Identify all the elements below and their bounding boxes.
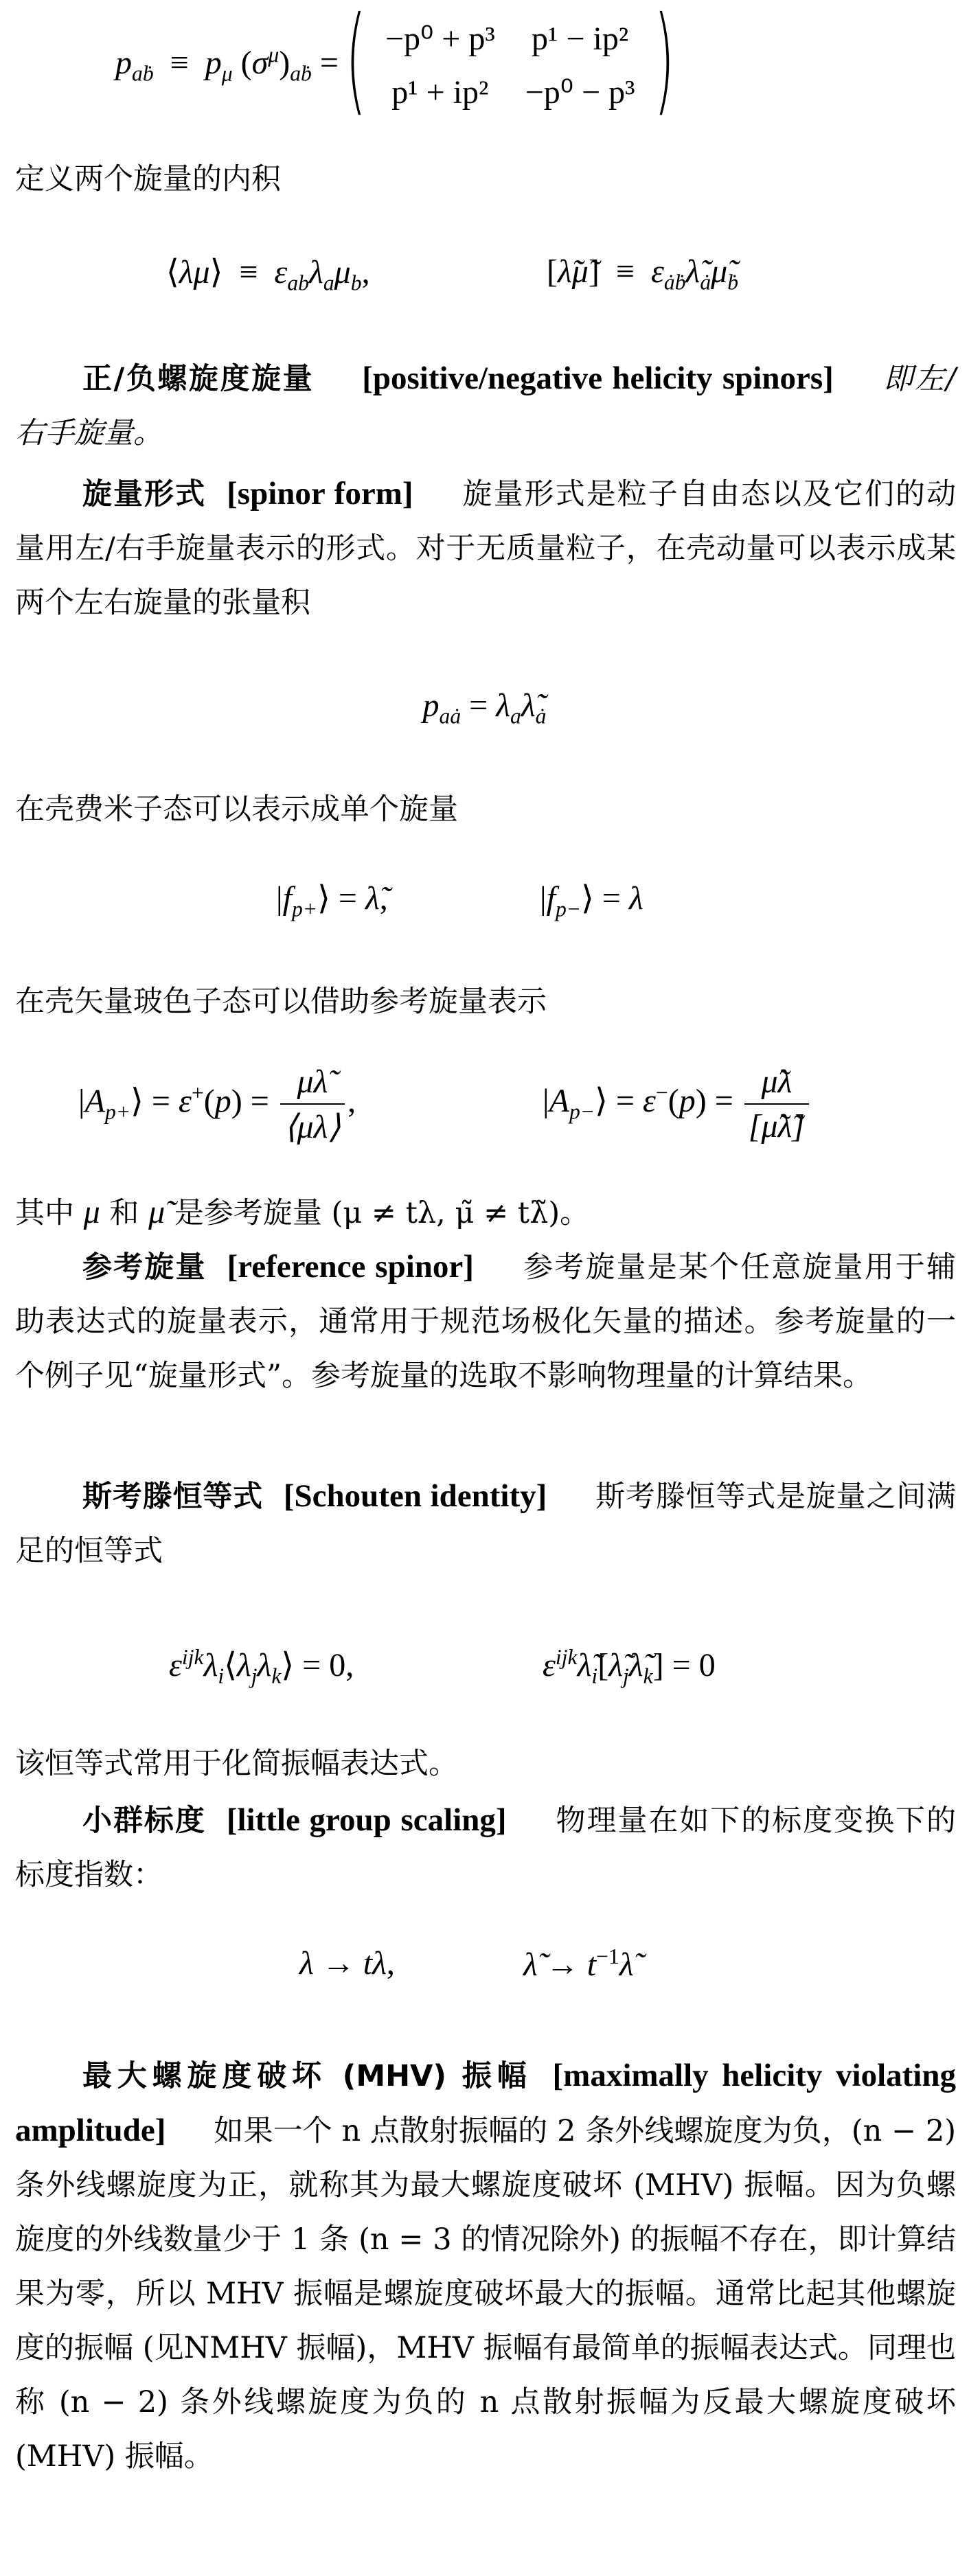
fraction-denominator: [μ̃λ̃]	[748, 1108, 806, 1145]
term-schouten-identity: 斯考滕恒等式	[82, 1480, 263, 1514]
term-reference-spinor-en: [reference spinor]	[227, 1249, 474, 1285]
equation-inner-product-angle: ⟨λμ⟩ ≡ $\varepsilon_{ab}\lambda_a\mu_b$,	[166, 254, 370, 295]
paragraph-schouten-identity	[15, 1469, 956, 1578]
term-mhv-amplitude: 最大螺旋度破坏 (MHV) 振幅	[82, 2059, 532, 2093]
helicity-spinors-body: 即左/右手旋量。	[15, 362, 956, 450]
little-group-scaling-body: 物理量在如下的标度变换下的标度指数：	[15, 1804, 957, 1892]
boson-intro-text: 在壳矢量玻色子态可以借助参考旋量表示	[15, 985, 547, 1019]
term-helicity-spinors-en: [positive/negative helicity spinors]	[362, 360, 834, 396]
equation-fermion-plus: $|f_{p+}⟩$ = λ̃,	[276, 880, 388, 921]
term-little-group-scaling-en: [little group scaling]	[226, 1802, 507, 1838]
reference-note-mu: μ	[83, 1194, 100, 1230]
equation-momentum-matrix: $p_{aḃ} \equiv p_\mu$ $(\sigma^\mu)_{aḃ}$ = ( −p⁰ + p³ p¹ − ip² p¹ + ip² −p⁰ − p³ )	[115, 0, 675, 128]
term-little-group-scaling: 小群标度	[82, 1804, 206, 1838]
paragraph-reference-note	[15, 1185, 956, 1241]
term-spinor-form-en: [spinor form]	[227, 476, 413, 511]
paragraph-fermion-intro	[15, 783, 956, 837]
matrix-cell: −p⁰ + p³	[385, 21, 495, 57]
fraction-boson-minus	[744, 1063, 809, 1145]
fraction-boson-plus	[280, 1063, 345, 1146]
term-mhv-amplitude-en: [maximally helicity violating amplitude]	[15, 2058, 956, 2148]
paragraph-reference-spinor	[15, 1240, 956, 1403]
reference-note-part: 其中	[15, 1196, 84, 1230]
paragraph-mhv-amplitude	[15, 2049, 956, 2484]
pauli-matrix: ( −p⁰ + p³ p¹ − ip² p¹ + ip² −p⁰ − p³ )	[345, 0, 675, 128]
schouten-usage-text: 该恒等式常用于化简振幅表达式。	[15, 1747, 458, 1781]
fraction-numerator: μλ̃	[280, 1063, 345, 1105]
paragraph-spinor-form	[15, 467, 956, 630]
fraction-numerator: μ̃λ	[744, 1063, 809, 1105]
equation-scaling-right: λ̃ → $t^{-1}\lambdã$	[523, 1944, 634, 1983]
fraction-denominator: ⟨μλ⟩	[284, 1109, 341, 1145]
inner-product-intro-text: 定义两个旋量的内积	[15, 162, 281, 196]
reference-note-mutilde: μ̃	[148, 1194, 166, 1230]
paragraph-schouten-usage	[15, 1737, 956, 1791]
paragraph-boson-intro	[15, 975, 956, 1029]
equation-boson-minus: $|A_{p-}⟩ = \varepsilon^-(p)$ = $\frac{\mũ\lambda}{[\mũ\lambdã]}$	[543, 1063, 812, 1145]
equation-spinor-form: $p_{aȧ}$ = $\lambda_a\lambdã_ȧ$	[422, 687, 547, 728]
equation-fermion-minus: $|f_{p-}⟩ = \lambda$	[540, 880, 643, 921]
spinor-form-body: 旋量形式是粒子自由态以及它们的动量用左/右手旋量表示的形式。对于无质量粒子，在壳动量可以表示成某两个左右旋量的张量积	[15, 477, 957, 620]
equation-inner-product-square: [λ̃μ̃] ≡ $\varepsilon_{ȧḃ}\lambdã_ȧ\mũ_ḃ$	[547, 253, 739, 295]
paragraph-little-group-scaling	[15, 1793, 956, 1902]
reference-spinor-body: 参考旋量是某个任意旋量用于辅助表达式的旋量表示，通常用于规范场极化矢量的描述。参考旋量的一个例子见“旋量形式”。参考旋量的选取不影响物理量的计算结果。	[15, 1250, 957, 1393]
term-spinor-form: 旋量形式	[82, 477, 207, 511]
equation-scaling-left: λ → tλ,	[299, 1945, 395, 1981]
term-schouten-identity-en: [Schouten identity]	[283, 1478, 547, 1514]
schouten-identity-body: 斯考滕恒等式是旋量之间满足的恒等式	[15, 1480, 957, 1568]
term-reference-spinor: 参考旋量	[82, 1250, 207, 1285]
mhv-amplitude-body: 如果一个 n 点散射振幅的 2 条外线螺旋度为负，(n − 2) 条外线螺旋度为正，就称其为最大螺旋度破坏 (MHV) 振幅。因为负螺旋度的外线数量少于 1 条 (n = 3 的情况除外) 的振幅不存在，即计算结果为零，所以 MHV 振幅是螺旋度破坏最大的振幅。通常比起其他螺旋度的振幅 (见NMHV 振幅)，MHV 振幅有最简单的振幅表达式。同理也称 (n − 2) 条外线螺旋度为负的 n 点散射振幅为反最大螺旋度破坏 (MHV) 振幅。	[15, 2114, 956, 2474]
paragraph-inner-product-intro	[15, 152, 956, 207]
equation-schouten-angle: $\varepsilon^{ijk}\lambda_i⟨\lambda_j\lambda_k⟩ = 0$,	[169, 1645, 354, 1688]
matrix-cell: p¹ − ip²	[532, 21, 629, 57]
equation-schouten-square: $\varepsilon^{ijk}\lambdã_i[\lambdã_j\lambdã_k] = 0$	[543, 1645, 716, 1688]
reference-note-part: 和	[100, 1196, 149, 1230]
reference-note-part: 是参考旋量 (μ ≠ tλ, μ̃ ≠ tλ̃)。	[165, 1196, 590, 1230]
matrix-cell: p¹ + ip²	[391, 74, 489, 111]
equation-boson-plus: $|A_{p+}⟩ = \varepsilon^+(p)$ = $\frac{\mu\lambdã}{⟨\mu\lambda⟩}$ ,	[78, 1063, 356, 1145]
paragraph-helicity-spinors	[15, 352, 956, 461]
fermion-intro-text: 在壳费米子态可以表示成单个旋量	[15, 792, 458, 827]
matrix-cell: −p⁰ − p³	[525, 74, 635, 111]
term-helicity-spinors: 正/负螺旋度旋量	[82, 362, 315, 396]
